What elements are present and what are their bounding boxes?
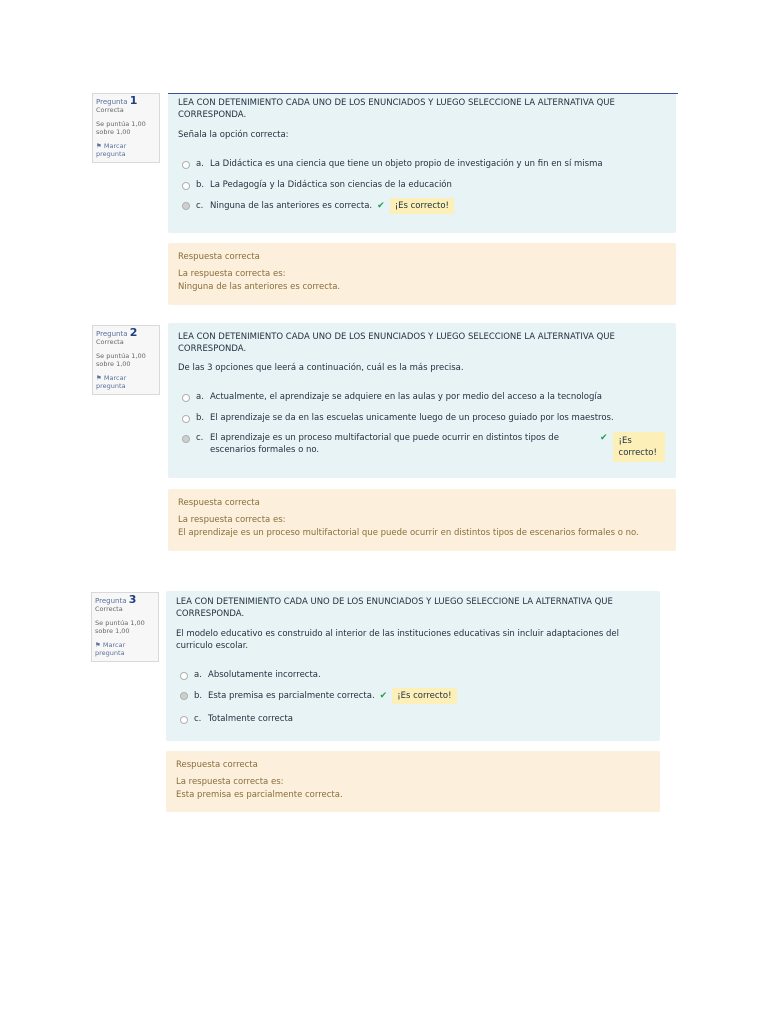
option-letter: b.: [194, 691, 203, 701]
option-text: Actualmente, el aprendizaje se adquiere en las aulas y por medio del acceso a la tecnología: [210, 392, 602, 402]
radio-button[interactable]: [180, 716, 188, 724]
option-text: Ninguna de las anteriores es correcta.: [210, 201, 373, 211]
question-grade: Se puntúa 1,00 sobre 1,00: [95, 619, 145, 635]
question-number-1: [96, 94, 156, 107]
radio-button-selected[interactable]: [182, 435, 190, 443]
option-letter: c.: [196, 201, 204, 211]
feedback-heading: Respuesta correcta: [176, 760, 258, 770]
feedback-label: La respuesta correcta es:: [178, 269, 286, 279]
flag-icon: ⚑: [96, 142, 104, 150]
option-text: Esta premisa es parcialmente correcta.: [208, 691, 375, 701]
flag-label: Marcar pregunta: [96, 374, 127, 390]
correct-badge: ¡Es correcto!: [613, 432, 665, 462]
flag-question-link[interactable]: [96, 142, 156, 158]
feedback-panel-2: [168, 489, 676, 551]
answer-option-c[interactable]: [180, 713, 650, 725]
radio-button-selected[interactable]: [180, 692, 188, 700]
question-prompt: El modelo educativo es construido al interior de las instituciones educativas sin incluir adaptaciones del curriculo escolar.: [176, 629, 619, 651]
option-letter: c.: [196, 433, 204, 443]
check-icon: ✔: [379, 691, 388, 701]
question-number-value: 1: [129, 94, 138, 107]
question-state: Correcta: [96, 106, 124, 114]
feedback-heading: Respuesta correcta: [178, 498, 260, 508]
flag-icon: ⚑: [95, 641, 103, 649]
question-state: Correcta: [96, 338, 124, 346]
option-text: Totalmente correcta: [208, 714, 293, 724]
check-icon: ✔: [377, 201, 385, 211]
answer-option-a[interactable]: [180, 669, 650, 681]
question-label: Pregunta: [96, 330, 128, 338]
check-icon: ✔: [600, 433, 608, 443]
answer-option-b[interactable]: [182, 179, 666, 191]
feedback-label: La respuesta correcta es:: [178, 515, 286, 525]
answer-option-c[interactable]: [182, 198, 666, 214]
question-number-value: 3: [128, 593, 137, 606]
question-prompt: Señala la opción correcta:: [178, 130, 289, 140]
answer-option-a[interactable]: [182, 391, 666, 403]
option-text: Absolutamente incorrecta.: [208, 670, 321, 680]
feedback-correct-answer: Ninguna de las anteriores es correcta.: [178, 282, 341, 292]
flag-question-link[interactable]: [96, 374, 156, 390]
feedback-label: La respuesta correcta es:: [176, 777, 284, 787]
question-number-value: 2: [129, 326, 138, 339]
answer-option-b[interactable]: [182, 412, 666, 424]
option-text: La Pedagogía y la Didáctica son ciencias de la educación: [210, 180, 452, 190]
question-grade: Se puntúa 1,00 sobre 1,00: [96, 120, 146, 136]
radio-button[interactable]: [182, 415, 190, 423]
radio-button[interactable]: [182, 394, 190, 402]
question-grade: Se puntúa 1,00 sobre 1,00: [96, 352, 146, 368]
correct-badge: ¡Es correcto!: [392, 688, 456, 704]
answer-panel-2: [168, 323, 676, 478]
option-letter: b.: [196, 413, 205, 423]
question-prompt: De las 3 opciones que leerá a continuación, cuál es la más precisa.: [178, 363, 464, 373]
flag-label: Marcar pregunta: [95, 641, 126, 657]
radio-button-selected[interactable]: [182, 202, 190, 210]
option-letter: b.: [196, 180, 205, 190]
option-letter: a.: [196, 159, 204, 169]
question-info-2: [92, 325, 160, 395]
answer-panel-1: [168, 94, 676, 233]
option-letter: a.: [196, 392, 204, 402]
question-stem: LEA CON DETENIMIENTO CADA UNO DE LOS ENUNCIADOS Y LUEGO SELECCIONE LA ALTERNATIVA QUE CORRESPONDA.: [178, 98, 615, 120]
question-info-3: [91, 592, 159, 662]
answer-panel-3: [166, 591, 660, 741]
answer-option-c[interactable]: [182, 432, 666, 462]
question-stem: LEA CON DETENIMIENTO CADA UNO DE LOS ENUNCIADOS Y LUEGO SELECCIONE LA ALTERNATIVA QUE CORRESPONDA.: [176, 597, 613, 619]
feedback-heading: Respuesta correcta: [178, 252, 260, 262]
option-letter: c.: [194, 714, 202, 724]
question-number-3: [95, 593, 155, 606]
flag-label: Marcar pregunta: [96, 142, 127, 158]
question-info-1: [92, 93, 160, 163]
question-label: Pregunta: [95, 597, 127, 605]
question-stem: LEA CON DETENIMIENTO CADA UNO DE LOS ENUNCIADOS Y LUEGO SELECCIONE LA ALTERNATIVA QUE CORRESPONDA.: [178, 332, 615, 354]
flag-question-link[interactable]: [95, 641, 155, 657]
answer-option-a[interactable]: [182, 158, 666, 170]
flag-icon: ⚑: [96, 374, 104, 382]
feedback-panel-3: [166, 751, 660, 812]
feedback-panel-1: [168, 243, 676, 305]
question-state: Correcta: [95, 605, 123, 613]
question-number-2: [96, 326, 156, 339]
correct-badge: ¡Es correcto!: [390, 198, 454, 214]
radio-button[interactable]: [182, 182, 190, 190]
feedback-correct-answer: Esta premisa es parcialmente correcta.: [176, 790, 343, 800]
answer-option-b[interactable]: [180, 688, 650, 704]
radio-button[interactable]: [182, 161, 190, 169]
option-text: El aprendizaje se da en las escuelas unicamente luego de un proceso guiado por los maestros.: [210, 413, 614, 423]
option-letter: a.: [194, 670, 202, 680]
feedback-correct-answer: El aprendizaje es un proceso multifactorial que puede ocurrir en distintos tipos de escenarios formales o no.: [178, 528, 639, 538]
option-text: El aprendizaje es un proceso multifactorial que puede ocurrir en distintos tipos de escenarios formales o no.: [210, 433, 559, 455]
radio-button[interactable]: [180, 672, 188, 680]
option-text: La Didáctica es una ciencia que tiene un objeto propio de investigación y un fin en sí misma: [210, 159, 603, 169]
question-label: Pregunta: [96, 98, 128, 106]
